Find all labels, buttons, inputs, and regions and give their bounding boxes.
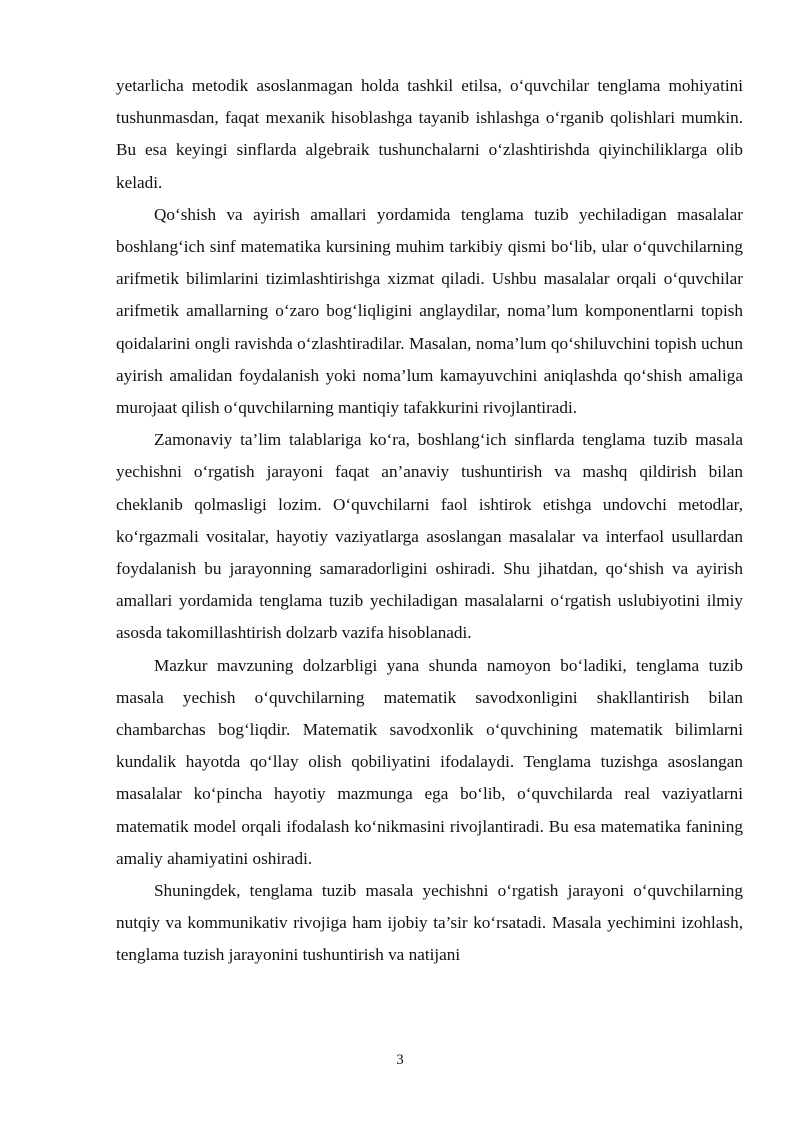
page-number: 3 [396,1052,404,1068]
paragraph: Shuningdek, tenglama tuzib masala yechishni o‘rgatish jarayoni o‘quvchilarning nutqiy va kommunikativ rivojiga ham ijobiy ta’sir ko‘rsatadi. Masala yechimini izohlash, tenglama tuzish jarayonini tushuntirish va natijani [116,881,743,965]
body-text [116,70,743,972]
paragraph: Zamonaviy ta’lim talablariga ko‘ra, boshlang‘ich sinflarda tenglama tuzib masala yechishni o‘rgatish jarayoni faqat an’anaviy tushuntirish va mashq qildirish bilan cheklanib qolmasligi lozim. O‘quvchilarni faol ishtirok etishga undovchi metodlar, ko‘rgazmali vositalar, hayotiy vaziyatlarga asoslangan masalalar va interfaol usullardan foydalanish bu jarayonning samaradorligini oshiradi. Shu jihatdan, qo‘shish va ayirish amallari yordamida tenglama tuzib yechiladigan masalalarni o‘rgatish uslubiyotini ilmiy asosda takomillashtirish dolzarb vazifa hisoblanadi. [116,430,743,643]
paragraph-continued: yetarlicha metodik asoslanmagan holda tashkil etilsa, o‘quvchilar tenglama mohiyatini tushunmasdan, faqat mexanik hisoblashga tayanib ishlashga o‘rganib qolishlari mumkin. Bu esa keyingi sinflarda algebraik tushunchalarni o‘zlashtirishda qiyinchiliklarga olib keladi. [116,76,743,192]
paragraph: Mazkur mavzuning dolzarbligi yana shunda namoyon bo‘ladiki, tenglama tuzib masala yechish o‘quvchilarning matematik savodxonligini shakllantirish bilan chambarchas bog‘liqdir. Matematik savodxonlik o‘quvchining matematik bilimlarni kundalik hayotda qo‘llay olish qobiliyatini ifodalaydi. Tenglama tuzishga asoslangan masalalar ko‘pincha hayotiy mazmunga ega bo‘lib, o‘quvchilarda real vaziyatlarni matematik model orqali ifodalash ko‘nikmasini rivojlantiradi. Bu esa matematika fanining amaliy ahamiyatini oshiradi. [116,655,743,868]
paragraph: Qo‘shish va ayirish amallari yordamida tenglama tuzib yechiladigan masalalar boshlang‘ich sinf matematika kursining muhim tarkibiy qismi bo‘lib, ular o‘quvchilarning arifmetik bilimlarini tizimlashtirishga xizmat qiladi. Ushbu masalalar orqali o‘quvchilar arifmetik amallarning o‘zaro bog‘liqligini anglaydilar, noma’lum komponentlarni topish qoidalarini ongli ravishda o‘zlashtiradilar. Masalan, noma’lum qo‘shiluvchini topish uchun ayirish amalidan foydalanish yoki noma’lum kamayuvchini aniqlashda qo‘shish amaliga murojaat qilish o‘quvchilarning mantiqiy tafakkurini rivojlantiradi. [116,204,743,418]
